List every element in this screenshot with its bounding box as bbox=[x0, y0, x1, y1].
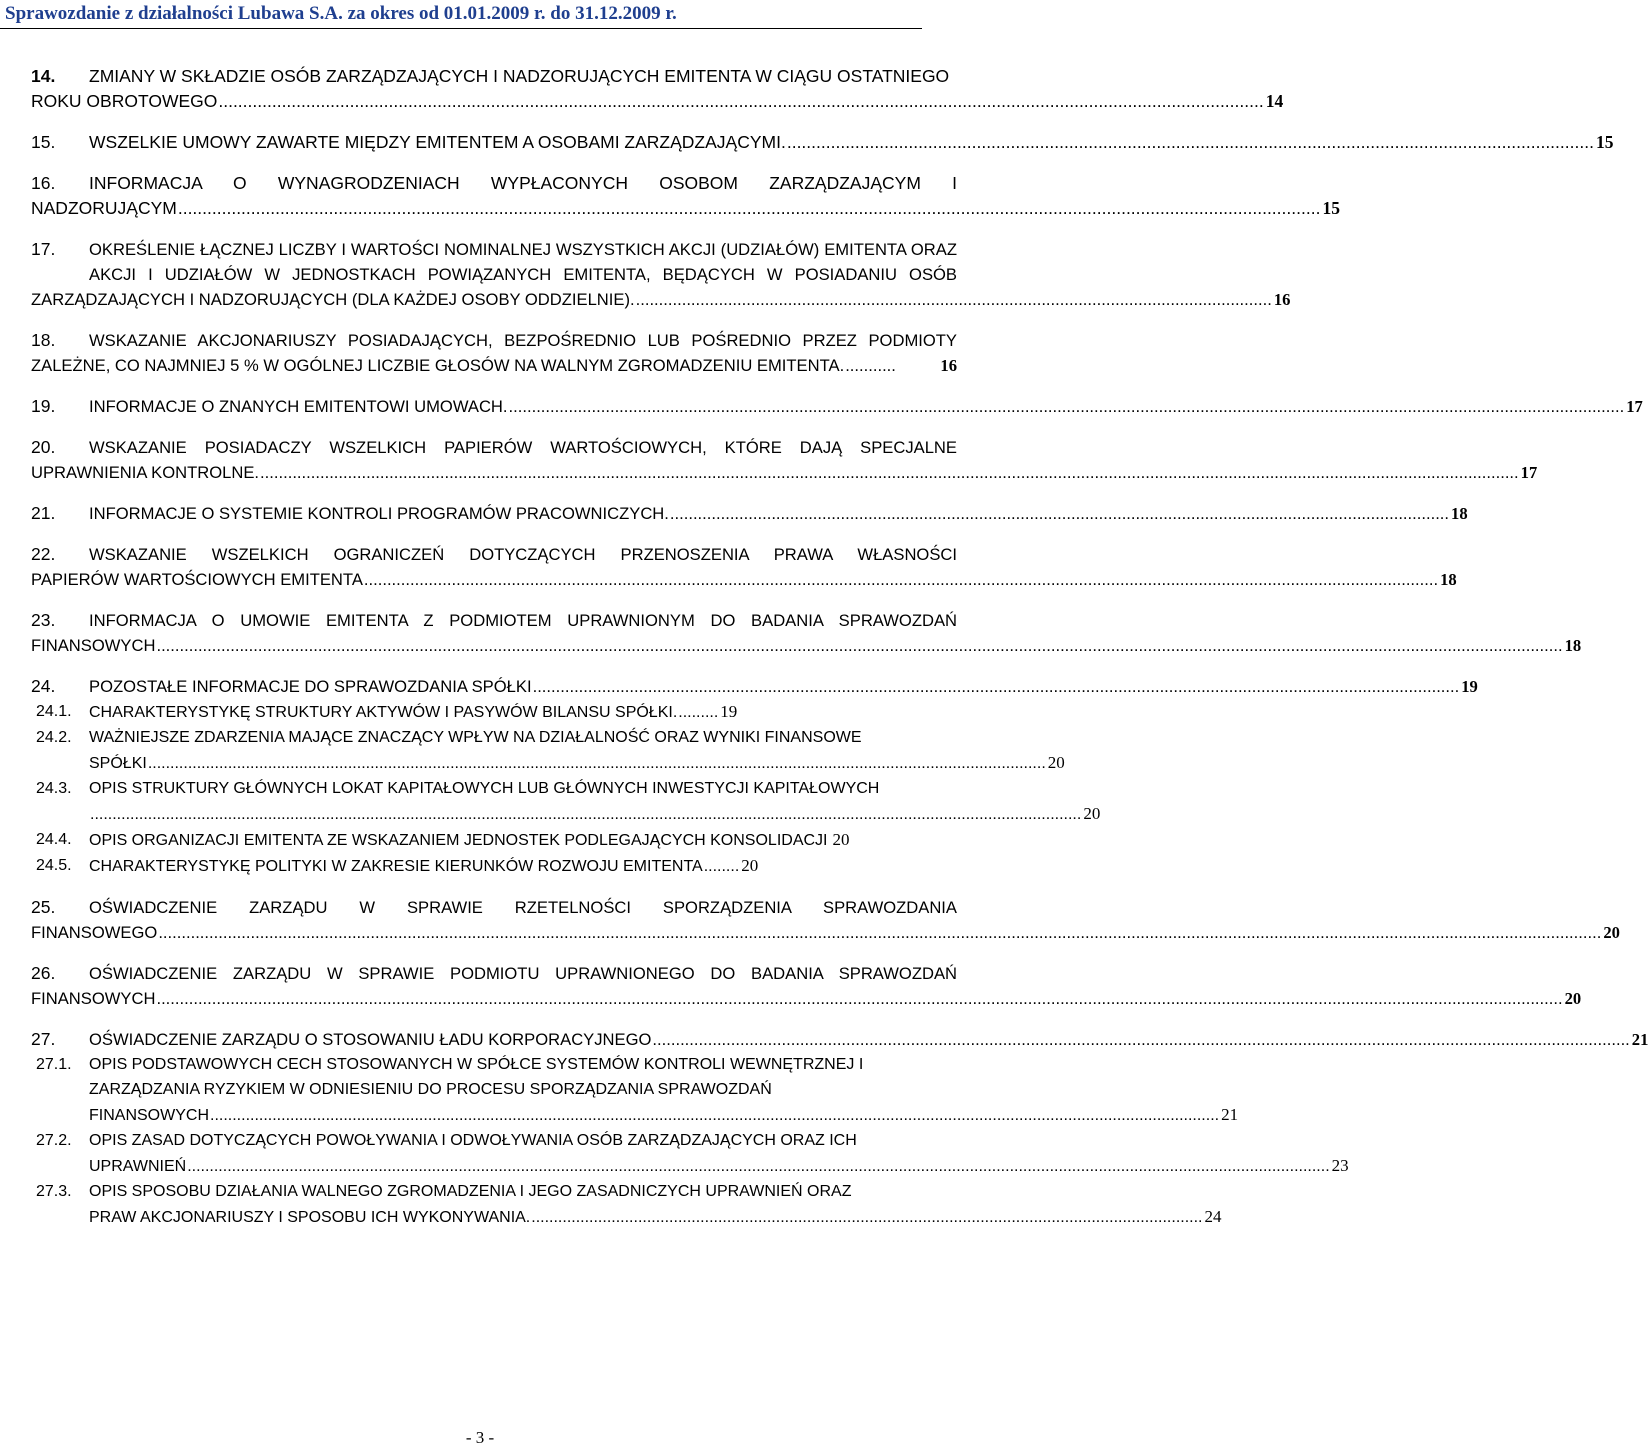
toc-page: 23 bbox=[1331, 1156, 1349, 1175]
toc-text: OKREŚLENIE ŁĄCZNEJ LICZBY I WARTOŚCI NOMINALNEJ WSZYSTKICH AKCJI (UDZIAŁÓW) EMITENTA ORAZ AKCJI I UDZIAŁÓW W JEDNOSTKACH POWIĄZANYCH EMITENTA, BĘDĄCYCH W POSIADANIU OSÓB bbox=[89, 240, 957, 284]
toc-entry-24-4[interactable] bbox=[31, 827, 957, 853]
toc-entry-17[interactable] bbox=[31, 237, 1291, 312]
toc-entry-24-2[interactable] bbox=[31, 725, 1065, 776]
toc-leader: .................................................................................................................................................................................................................... bbox=[652, 1030, 1630, 1049]
toc-number: 22. bbox=[31, 544, 56, 564]
toc-page: 16 bbox=[940, 356, 957, 375]
toc-entry-26[interactable] bbox=[31, 961, 1582, 1011]
toc-entry-21[interactable] bbox=[31, 501, 1468, 526]
toc-number: 24.4. bbox=[36, 831, 72, 848]
toc-leader: ................................................................................................................................................................................................................................................................................................................. bbox=[156, 989, 1563, 1008]
toc-leader: ...................................................................................................................................................................... bbox=[786, 132, 1594, 152]
toc-page: 18 bbox=[1440, 570, 1457, 589]
toc-text: OŚWIADCZENIE ZARZĄDU W SPRAWIE RZETELNOŚCI SPORZĄDZENIA SPRAWOZDANIA bbox=[89, 898, 957, 917]
toc-text-cont: NADZORUJĄCYM bbox=[31, 198, 177, 218]
toc-text: POZOSTAŁE INFORMACJE DO SPRAWOZDANIA SPÓŁKI bbox=[89, 677, 532, 696]
toc-number: 23. bbox=[31, 610, 56, 630]
toc-page: 20 bbox=[1564, 989, 1582, 1008]
toc-leader: ......................................................................................................................................................................................................................................................................................................................... bbox=[158, 923, 1602, 942]
toc-page: 20 bbox=[1603, 923, 1620, 942]
toc-text-cont: UPRAWNIENIA KONTROLNE. bbox=[31, 463, 260, 482]
toc-number: 14. bbox=[31, 66, 56, 86]
toc-text: WAŻNIEJSZE ZDARZENIA MAJĄCE ZNACZĄCY WPŁYW NA DZIAŁALNOŚĆ ORAZ WYNIKI FINANSOWE bbox=[89, 729, 862, 746]
toc-number: 15. bbox=[31, 132, 56, 152]
toc-leader: ............................................................................................................................................................................................................................... bbox=[90, 806, 1082, 823]
toc-text-cont: PAPIERÓW WARTOŚCIOWYCH EMITENTA bbox=[31, 570, 363, 589]
document-header: Sprawozdanie z działalności Lubawa S.A. za okres od 01.01.2009 r. do 31.12.2009 r. bbox=[0, 0, 922, 29]
toc-leader: ........................................................................................................................................................................................................................................... bbox=[177, 198, 1321, 218]
toc-text-cont: FINANSOWEGO bbox=[31, 923, 158, 942]
toc-text: CHARAKTERYSTYKĘ POLITYKI W ZAKRESIE KIERUNKÓW ROZWOJU EMITENTA bbox=[89, 858, 703, 875]
toc-entry-16[interactable] bbox=[31, 171, 1340, 221]
toc-number: 27. bbox=[31, 1029, 56, 1049]
toc-text: INFORMACJE O ZNANYCH EMITENTOWI UMOWACH. bbox=[89, 397, 508, 416]
toc-text-cont: ZALEŻNE, CO NAJMNIEJ 5 % W OGÓLNEJ LICZBIE GŁOSÓW NA WALNYM ZGROMADZENIU EMITENTA. bbox=[31, 356, 845, 375]
toc-page: 17 bbox=[1520, 463, 1538, 482]
toc-leader: ....................................................................................................................................................... bbox=[531, 1209, 1203, 1226]
toc-entry-20[interactable] bbox=[31, 435, 1538, 485]
toc-page: 15 bbox=[1595, 132, 1614, 152]
toc-page: 16 bbox=[1273, 290, 1291, 309]
toc-text: INFORMACJA O WYNAGRODZENIACH WYPŁACONYCH OSOBOM ZARZĄDZAJĄCYM I bbox=[89, 173, 957, 193]
toc-number: 24. bbox=[31, 676, 56, 696]
toc-page: 24 bbox=[1204, 1207, 1222, 1226]
toc-page: 21 bbox=[1221, 1105, 1239, 1124]
toc-entry-27-1[interactable] bbox=[31, 1052, 1239, 1128]
toc-page: 20 bbox=[1047, 753, 1065, 772]
toc-page: 20 bbox=[741, 856, 759, 875]
toc-page: 17 bbox=[1626, 397, 1643, 416]
toc-entry-22[interactable] bbox=[31, 542, 1457, 592]
toc-text: OŚWIADCZENIE ZARZĄDU O STOSOWANIU ŁADU KORPORACYJNEGO bbox=[89, 1030, 652, 1049]
toc-leader: .......................................................................................................................................... bbox=[635, 290, 1272, 309]
toc-text-cont: PRAW AKCJONARIUSZY I SPOSOBU ICH WYKONYWANIA. bbox=[89, 1209, 531, 1226]
toc-entry-25[interactable] bbox=[31, 895, 1620, 945]
toc-page: 18 bbox=[1564, 636, 1582, 655]
toc-number: 24.5. bbox=[36, 857, 72, 874]
toc-text: OPIS SPOSOBU DZIAŁANIA WALNEGO ZGROMADZENIA I JEGO ZASADNICZYCH UPRAWNIEŃ ORAZ bbox=[89, 1183, 852, 1200]
toc-text-cont: UPRAWNIEŃ bbox=[89, 1158, 187, 1175]
toc-leader: ......... bbox=[678, 704, 719, 721]
toc-text: WSKAZANIE POSIADACZY WSZELKICH PAPIERÓW WARTOŚCIOWYCH, KTÓRE DAJĄ SPECJALNE bbox=[89, 438, 957, 457]
toc-page: 20 bbox=[832, 830, 850, 849]
toc-text: OPIS ORGANIZACJI EMITENTA ZE WSKAZANIEM JEDNOSTEK PODLEGAJĄCYCH KONSOLIDACJI bbox=[89, 832, 828, 849]
toc-page: 20 bbox=[1083, 804, 1101, 823]
toc-text: INFORMACJA O UMOWIE EMITENTA Z PODMIOTEM UPRAWNIONYM DO BADANIA SPRAWOZDAŃ bbox=[89, 611, 957, 630]
toc-number: 25. bbox=[31, 897, 56, 917]
toc-page: 18 bbox=[1451, 504, 1468, 523]
toc-entry-24[interactable] bbox=[31, 674, 1478, 699]
toc-entry-24-3[interactable] bbox=[31, 776, 1101, 827]
toc-entry-15[interactable] bbox=[31, 130, 1614, 155]
toc-text-cont: ROKU OBROTOWEGO bbox=[31, 91, 218, 111]
toc-page: 14 bbox=[1265, 91, 1284, 111]
toc-leader: ......................................................................................................................................................................................................................................... bbox=[363, 570, 1439, 589]
toc-text-cont: FINANSOWYCH bbox=[31, 989, 156, 1008]
toc-entry-27[interactable] bbox=[31, 1027, 1648, 1052]
toc-number: 24.2. bbox=[36, 729, 72, 746]
toc-entry-14[interactable] bbox=[31, 64, 1284, 114]
toc-leader: ................................................................................................................................................................................................................................................................. bbox=[187, 1158, 1330, 1175]
toc-entry-24-1[interactable] bbox=[31, 699, 957, 725]
toc-leader: ........... bbox=[845, 356, 896, 375]
toc-number: 27.2. bbox=[36, 1132, 72, 1149]
toc-number: 20. bbox=[31, 437, 56, 457]
toc-number: 27.3. bbox=[36, 1183, 72, 1200]
table-of-contents bbox=[31, 64, 1648, 1230]
toc-leader: ......................................................................................................................................................................................................... bbox=[532, 677, 1460, 696]
toc-text: OŚWIADCZENIE ZARZĄDU W SPRAWIE PODMIOTU UPRAWNIONEGO DO BADANIA SPRAWOZDAŃ bbox=[89, 964, 957, 983]
toc-text: WSKAZANIE AKCJONARIUSZY POSIADAJĄCYCH, BEZPOŚREDNIO LUB POŚREDNIO PRZEZ PODMIOTY bbox=[89, 331, 957, 350]
toc-text: WSKAZANIE WSZELKICH OGRANICZEŃ DOTYCZĄCYCH PRZENOSZENIA PRAWA WŁASNOŚCI bbox=[89, 545, 957, 564]
toc-number: 24.1. bbox=[36, 703, 72, 720]
toc-text: OPIS STRUKTURY GŁÓWNYCH LOKAT KAPITAŁOWYCH LUB GŁÓWNYCH INWESTYCJI KAPITAŁOWYCH bbox=[89, 780, 880, 797]
toc-text-cont: FINANSOWYCH bbox=[31, 636, 156, 655]
page-number: - 3 - bbox=[465, 1428, 495, 1447]
toc-entry-19[interactable] bbox=[31, 394, 1643, 419]
toc-leader: ......................................................................................................................................................................... bbox=[669, 504, 1450, 523]
toc-entry-27-2[interactable] bbox=[31, 1128, 1349, 1179]
toc-page: 19 bbox=[720, 702, 738, 721]
toc-entry-23[interactable] bbox=[31, 608, 1582, 658]
toc-number: 18. bbox=[31, 330, 56, 350]
toc-page: 19 bbox=[1461, 677, 1478, 696]
toc-entry-18[interactable] bbox=[31, 328, 957, 378]
toc-number: 24.3. bbox=[36, 780, 72, 797]
toc-page: 15 bbox=[1322, 198, 1340, 218]
toc-text: OPIS ZASAD DOTYCZĄCYCH POWOŁYWANIA I ODWOŁYWANIA OSÓB ZARZĄDZAJĄCYCH ORAZ ICH bbox=[89, 1132, 857, 1149]
toc-leader: ........ bbox=[703, 858, 740, 875]
toc-leader: ....................................................................................................................................................................................................................... bbox=[218, 91, 1264, 111]
toc-text: INFORMACJE O SYSTEMIE KONTROLI PROGRAMÓW PRACOWNICZYCH. bbox=[89, 504, 669, 523]
toc-text: OPIS PODSTAWOWYCH CECH STOSOWANYCH W SPÓŁCE SYSTEMÓW KONTROLI WEWNĘTRZNEJ I ZARZĄDZANIA RYZYKIEM W ODNIESIENIU DO PROCESU SPORZĄDZANIA SPRAWOZDAŃ bbox=[89, 1056, 864, 1098]
toc-leader: .................................................................................................................................................................................................................................................. bbox=[508, 397, 1625, 416]
toc-number: 16. bbox=[31, 173, 56, 193]
toc-page: 21 bbox=[1631, 1030, 1648, 1049]
toc-leader: ................................................................................................................................................................................................................................... bbox=[210, 1107, 1220, 1124]
toc-text: CHARAKTERYSTYKĘ STRUKTURY AKTYWÓW I PASYWÓW BILANSU SPÓŁKI. bbox=[89, 704, 678, 721]
toc-entry-27-3[interactable] bbox=[31, 1179, 1222, 1230]
toc-text: WSZELKIE UMOWY ZAWARTE MIĘDZY EMITENTEM A OSOBAMI ZARZĄDZAJĄCYMI. bbox=[89, 132, 786, 152]
toc-entry-24-5[interactable] bbox=[31, 853, 957, 879]
toc-leader: ................................................................................................................................................................................................................................................................................................................. bbox=[156, 636, 1563, 655]
toc-number: 21. bbox=[31, 503, 56, 523]
toc-text-cont: FINANSOWYCH bbox=[89, 1107, 209, 1124]
toc-text: ZMIANY W SKŁADZIE OSÓB ZARZĄDZAJĄCYCH I NADZORUJĄCYCH EMITENTA W CIĄGU OSTATNIEGO bbox=[89, 66, 950, 86]
toc-text-cont: ZARZĄDZAJĄCYCH I NADZORUJĄCYCH (DLA KAŻDEJ OSOBY ODDZIELNIE). bbox=[31, 290, 635, 309]
toc-text-cont: SPÓŁKI bbox=[89, 755, 147, 772]
toc-leader: .......................................................................................................................................................................................................... bbox=[147, 755, 1046, 772]
toc-leader: ................................................................................................................................................................................................................................................................................. bbox=[260, 463, 1519, 482]
toc-number: 17. bbox=[31, 239, 56, 259]
toc-number: 19. bbox=[31, 396, 56, 416]
toc-number: 27.1. bbox=[36, 1056, 72, 1073]
toc-number: 26. bbox=[31, 963, 56, 983]
